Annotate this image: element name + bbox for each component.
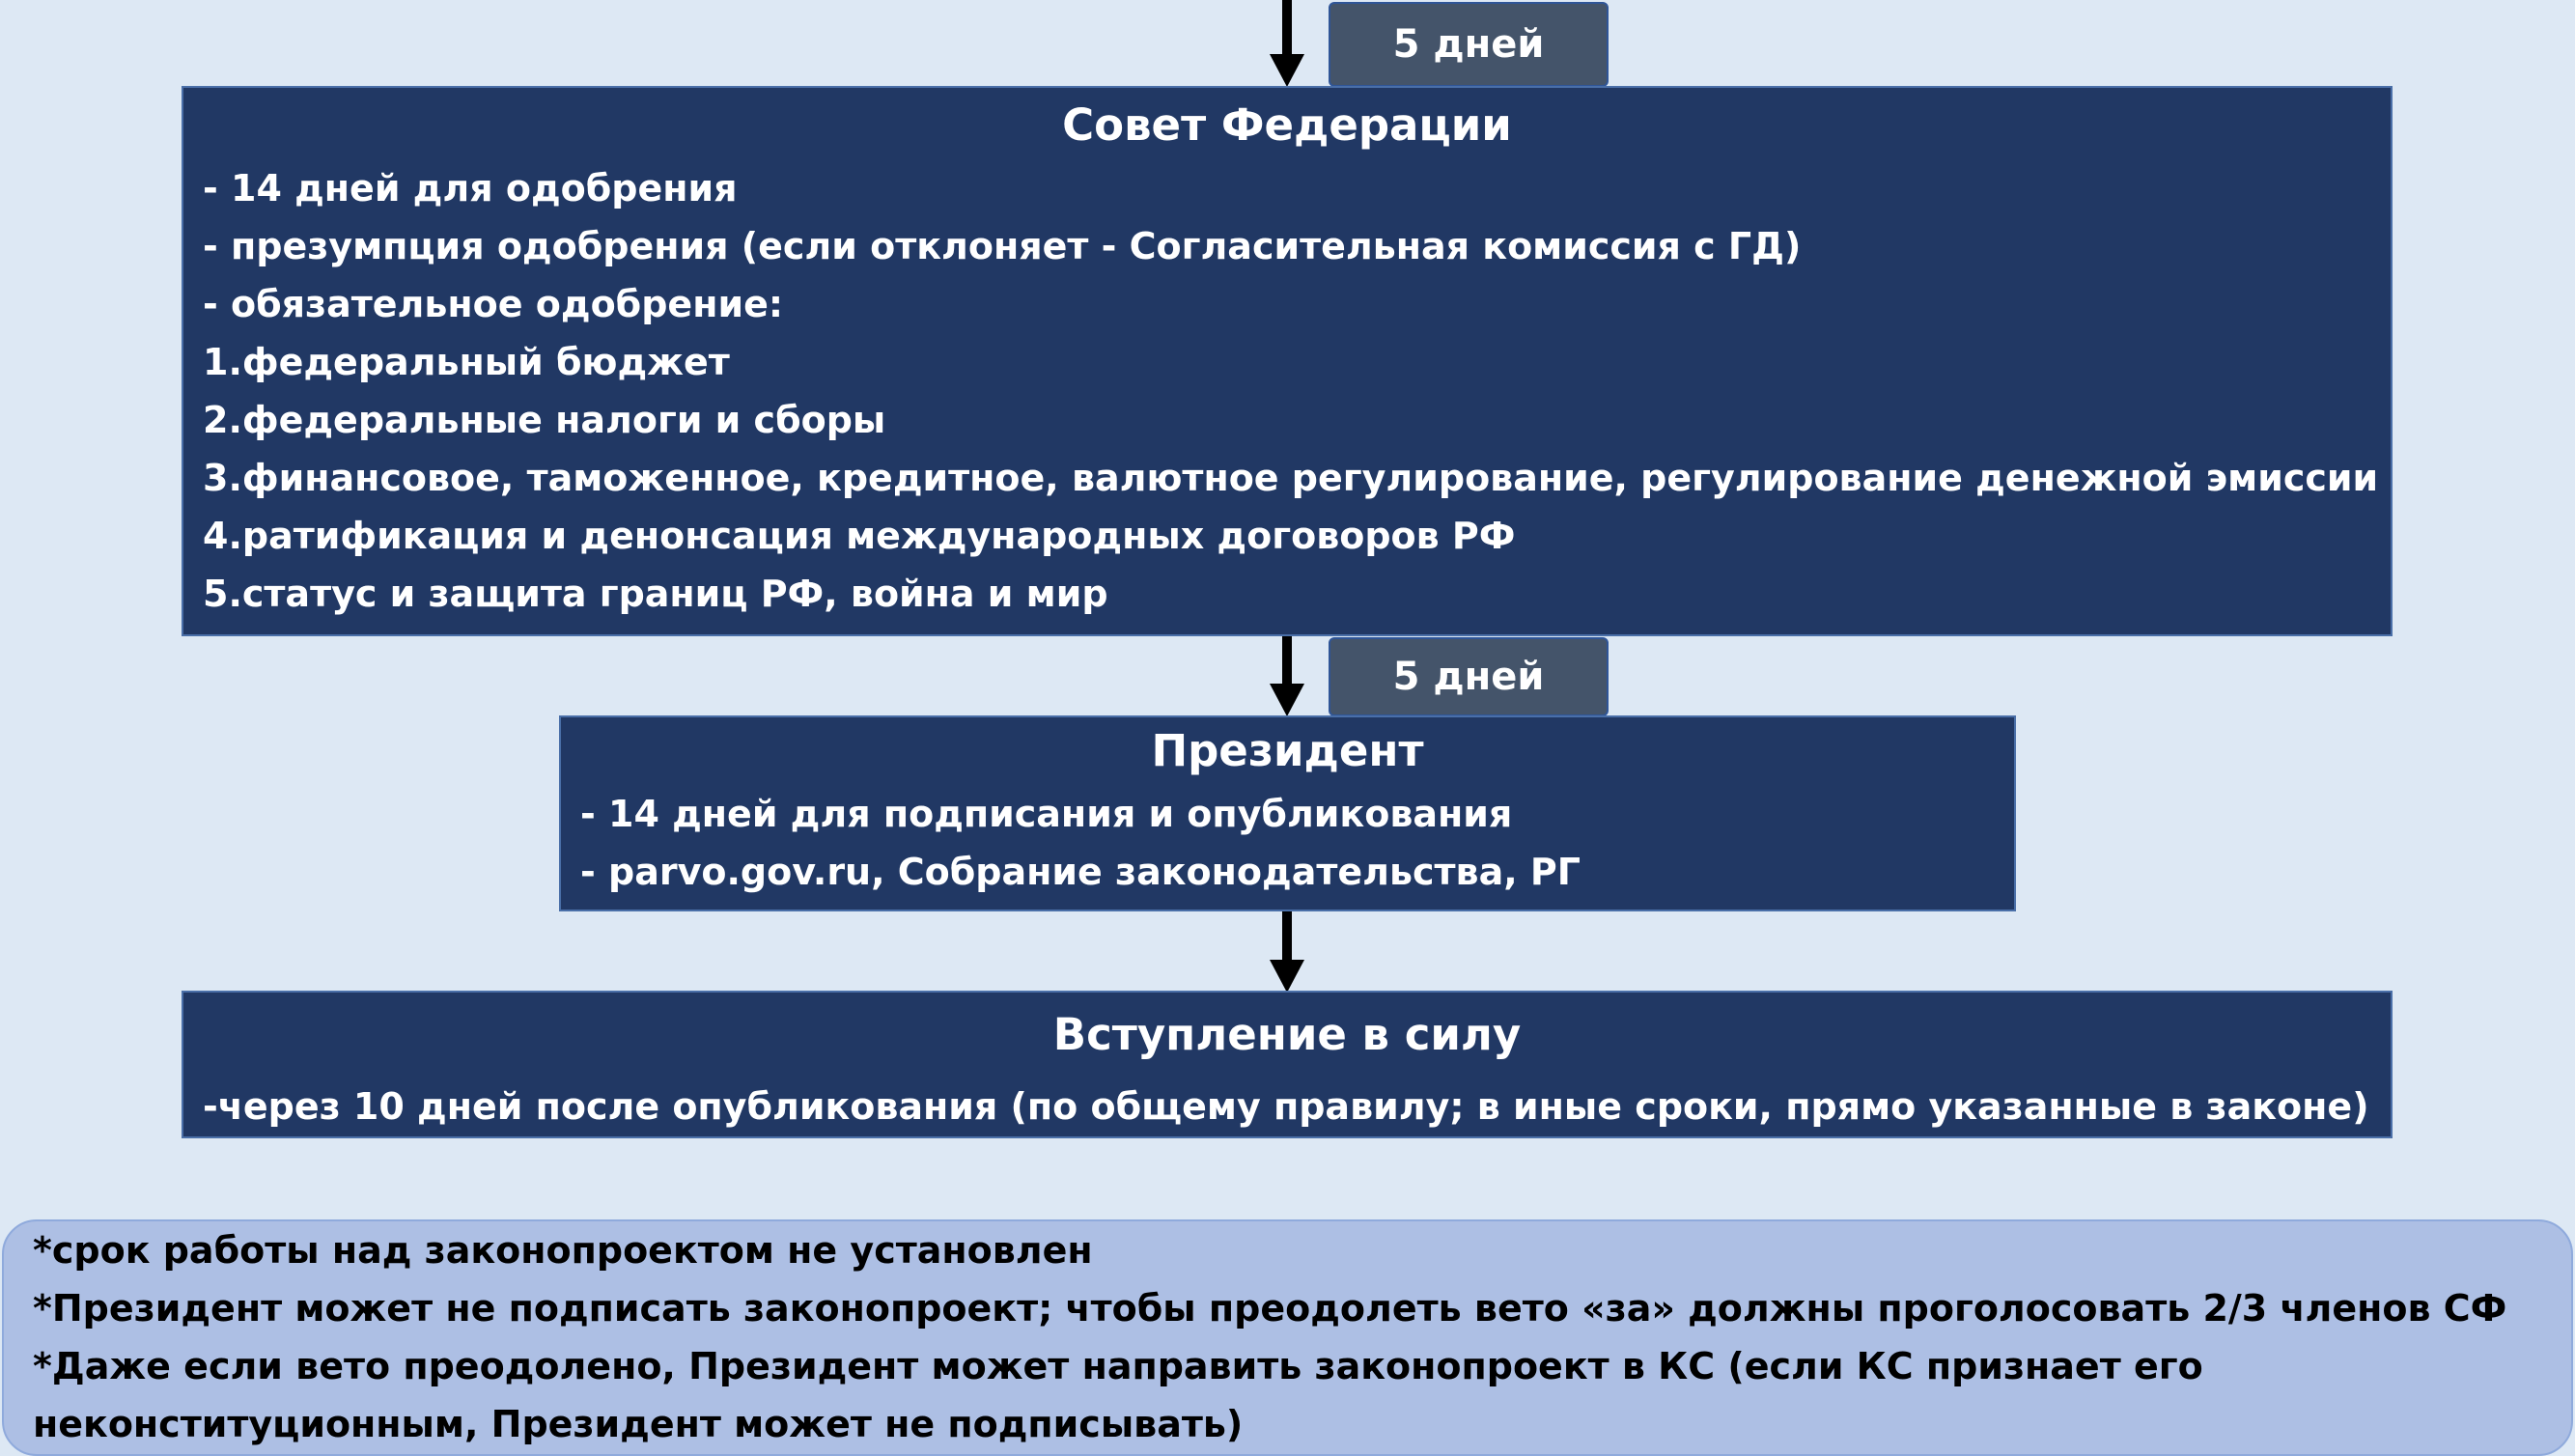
note-line: *Даже если вето преодолено, Президент может направить законопроект в КС (если КС признает его bbox=[33, 1345, 2203, 1387]
president-line: - 14 дней для подписания и опубликования bbox=[580, 793, 1513, 835]
council-line: - 14 дней для одобрения bbox=[203, 167, 738, 210]
notes-box bbox=[2, 1219, 2573, 1456]
arrow-president-to-entry bbox=[1268, 910, 1306, 994]
council-line: - презумпция одобрения (если отклоняет - Согласительная комиссия с ГД) bbox=[203, 225, 1802, 267]
federation-council-box bbox=[182, 86, 2393, 636]
council-line: 1.федеральный бюджет bbox=[203, 341, 730, 383]
entry-into-force-title: Вступление в силу bbox=[1052, 1009, 1522, 1060]
council-line: 2.федеральные налоги и сборы bbox=[203, 399, 886, 441]
days-badge-middle: 5 дней bbox=[1329, 637, 1609, 716]
president-line: - parvo.gov.ru, Собрание законодательства, РГ bbox=[580, 851, 1581, 893]
president-title: Президент bbox=[1151, 725, 1424, 776]
note-line: *Президент может не подписать законопроект; чтобы преодолеть вето «за» должны проголосовать 2/3 членов СФ bbox=[33, 1287, 2507, 1330]
note-line: неконституционным, Президент может не подписывать) bbox=[33, 1403, 1244, 1445]
council-line: 3.финансовое, таможенное, кредитное, валютное регулирование, регулирование денежной эмиссии bbox=[203, 457, 2379, 499]
arrow-council-to-president bbox=[1268, 631, 1306, 718]
president-box bbox=[559, 715, 2016, 911]
note-line: *срок работы над законопроектом не установлен bbox=[33, 1229, 1093, 1272]
council-line: 5.статус и защита границ РФ, война и мир bbox=[203, 573, 1108, 615]
federation-council-title: Совет Федерации bbox=[1062, 99, 1512, 151]
arrow-into-council bbox=[1268, 0, 1306, 87]
entry-line: -через 10 дней после опубликования (по общему правилу; в иные сроки, прямо указанные в законе) bbox=[203, 1085, 2369, 1128]
council-line: - обязательное одобрение: bbox=[203, 283, 784, 325]
entry-into-force-box bbox=[182, 991, 2393, 1138]
days-badge-top: 5 дней bbox=[1329, 2, 1609, 87]
council-line: 4.ратификация и денонсация международных договоров РФ bbox=[203, 515, 1516, 557]
